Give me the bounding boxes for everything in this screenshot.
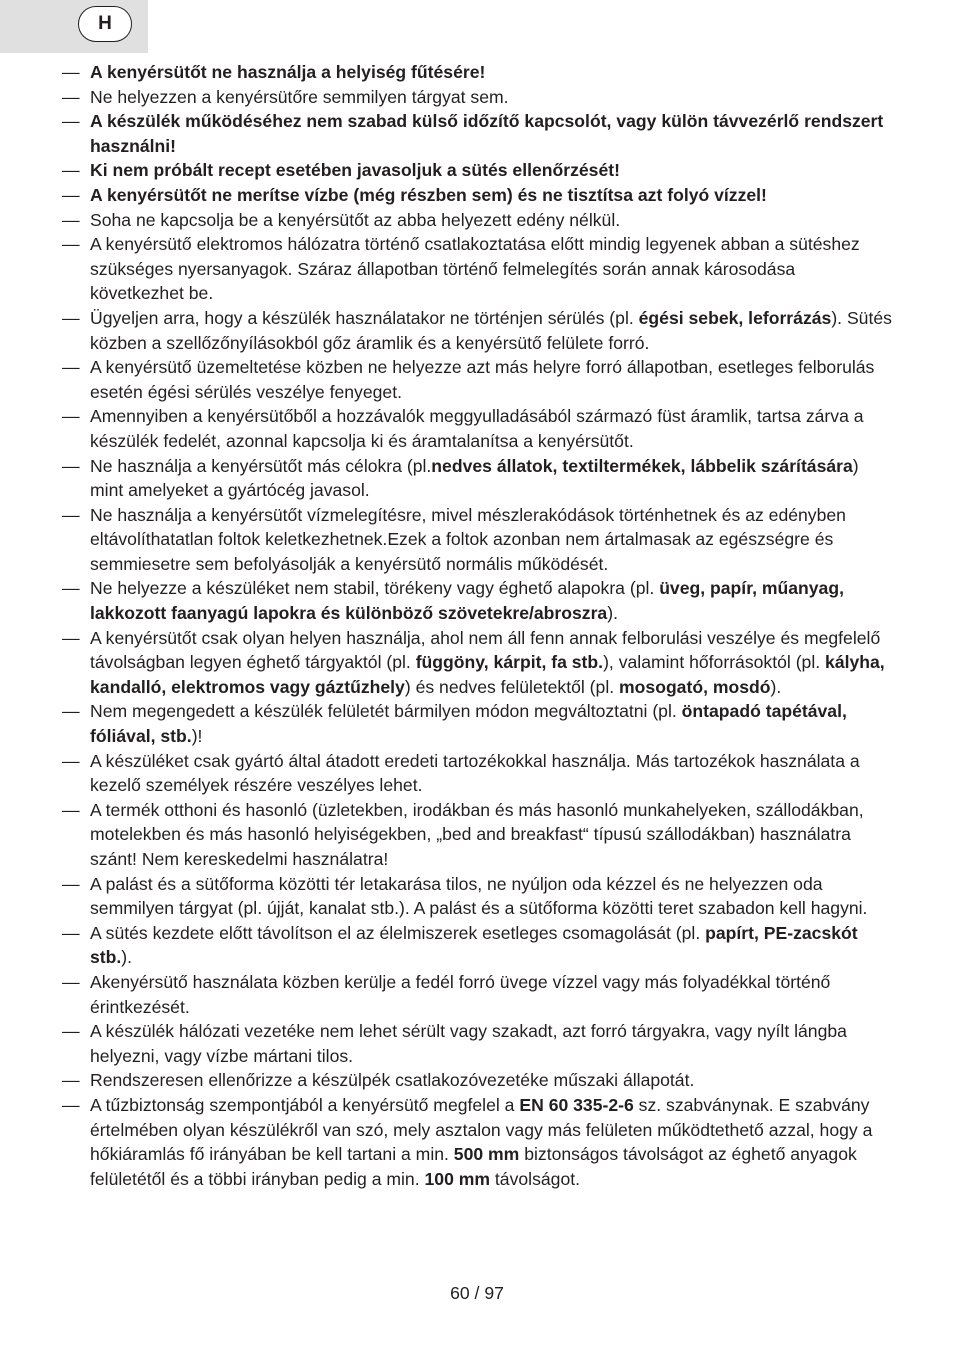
item-text-bold: 500 mm bbox=[453, 1144, 520, 1165]
item-text: A tűzbiztonság szempontjából a kenyérsütő megfelel a bbox=[90, 1094, 520, 1115]
item-text: A palást és a sütőforma közötti tér letakarása tilos, ne nyúljon oda kézzel és ne helyezzen oda semmilyen tárgyat (pl. újját, kanalat stb.). A palást és a sütőforma közötti teret szabadon kell hagyni. bbox=[90, 873, 868, 919]
item-dash: — bbox=[62, 750, 80, 771]
item-dash: — bbox=[62, 455, 80, 476]
instruction-item bbox=[62, 576, 892, 625]
instruction-item bbox=[62, 699, 892, 748]
instruction-item bbox=[62, 232, 892, 306]
item-text: ). bbox=[770, 676, 782, 697]
item-text: A sütés kezdete előtt távolítson el az élelmiszerek esetleges csomagolását (pl. bbox=[90, 922, 706, 943]
instruction-item bbox=[62, 158, 892, 183]
item-dash: — bbox=[62, 406, 80, 427]
instruction-item bbox=[62, 749, 892, 798]
item-text: ). bbox=[607, 603, 618, 624]
item-text-bold: A kenyérsütőt ne használja a helyiség fűtésére! bbox=[90, 62, 486, 82]
item-dash: — bbox=[62, 160, 80, 181]
item-dash: — bbox=[62, 627, 80, 648]
instruction-item bbox=[62, 404, 892, 453]
item-dash: — bbox=[62, 209, 80, 230]
instruction-item bbox=[62, 454, 892, 503]
instruction-item bbox=[62, 183, 892, 208]
item-text-bold: mosogató, mosdó bbox=[619, 676, 771, 697]
item-text: Ne helyezze a készüléket nem stabil, törékeny vagy éghető alapokra (pl. bbox=[90, 578, 660, 599]
item-text: Nem megengedett a készülék felületét bármilyen módon megváltoztatni (pl. bbox=[90, 701, 682, 722]
instruction-item bbox=[62, 1068, 892, 1093]
instruction-item bbox=[62, 872, 892, 921]
item-text: A kenyérsütő üzemeltetése közben ne helyezze azt más helyre forró állapotban, esetleges felborulás esetén égési sérülés veszélye fenyeget. bbox=[90, 357, 875, 402]
item-text-bold: égési sebek, leforrázás bbox=[638, 307, 832, 328]
item-dash: — bbox=[62, 111, 80, 132]
instruction-item bbox=[62, 306, 892, 355]
item-dash: — bbox=[62, 504, 80, 525]
instruction-item bbox=[62, 208, 892, 233]
item-text: sz. szabványnak. E szabvány értelmében olyan készülékről van szó, mely asztalon vagy más felületen működtethető azzal, hogy a hőkiáramlás fő irányában be kell tartani a min. bbox=[90, 1094, 873, 1165]
instruction-item bbox=[62, 60, 892, 85]
item-text: távolságot. bbox=[490, 1168, 581, 1189]
item-text: Ne használja a kenyérsütőt más célokra (pl. bbox=[90, 455, 432, 476]
item-dash: — bbox=[62, 922, 80, 943]
item-text: ) és nedves felületektől (pl. bbox=[404, 676, 620, 697]
item-text: ). bbox=[121, 947, 133, 968]
item-text: ), valamint hőforrásoktól (pl. bbox=[603, 652, 826, 673]
item-dash: — bbox=[62, 1070, 80, 1091]
item-text: Akenyérsütő használata közben kerülje a fedél forró üvege vízzel vagy más folyadékkal történő érintkezését. bbox=[90, 971, 831, 1017]
item-text: Rendszeresen ellenőrizze a készülpék csatlakozóvezetéke műszaki állapotát. bbox=[90, 1070, 695, 1091]
instruction-item bbox=[62, 970, 892, 1019]
item-text-bold: Ki nem próbált recept esetében javasoljuk a sütés ellenőrzését! bbox=[90, 160, 620, 181]
item-text: A kenyérsütőt csak olyan helyen használja, ahol nem áll fenn annak felborulási veszélye és megfelelő távolságban legyen éghető tárgyaktól (pl. bbox=[90, 627, 881, 673]
instruction-item bbox=[62, 1019, 892, 1068]
item-text-bold: üveg, papír, műanyag, lakkozott faanyagú lapokra és különböző szövetekre/abroszra bbox=[90, 578, 844, 624]
item-text-bold: A készülék működéséhez nem szabad külső időzítő kapcsolót, vagy külön távvezérlő rendszert használni! bbox=[90, 111, 884, 156]
item-dash: — bbox=[62, 1094, 80, 1115]
item-text: Amennyiben a kenyérsütőből a hozzávalók meggyulladásából származó füst áramlik, tartsa zárva a készülék fedelét, azonnal kapcsolja ki és áramtalanítsa a kenyérsütőt. bbox=[90, 406, 864, 451]
item-text: Ügyeljen arra, hogy a készülék használatakor ne történjen sérülés (pl. bbox=[90, 307, 639, 328]
item-text-bold: függöny, kárpit, fa stb. bbox=[415, 652, 604, 673]
item-dash: — bbox=[62, 701, 80, 722]
item-text-bold: nedves állatok, textiltermékek, lábbelik szárítására bbox=[431, 455, 853, 476]
item-text-bold: A kenyérsütőt ne merítse vízbe (még részben sem) és ne tisztítsa azt folyó vízzel! bbox=[90, 184, 767, 205]
item-dash: — bbox=[62, 234, 80, 255]
instruction-item bbox=[62, 921, 892, 970]
item-dash: — bbox=[62, 184, 80, 205]
item-dash: — bbox=[62, 578, 80, 599]
item-text: biztonságos távolságot az éghető anyagok felületétől és a többi irányban pedig a min. bbox=[90, 1144, 857, 1189]
item-dash: — bbox=[62, 307, 80, 328]
item-dash: — bbox=[62, 873, 80, 894]
item-dash: — bbox=[62, 1021, 80, 1042]
instruction-item bbox=[62, 85, 892, 110]
item-dash: — bbox=[62, 357, 80, 378]
language-tab bbox=[0, 0, 148, 53]
instruction-item bbox=[62, 355, 892, 404]
item-dash: — bbox=[62, 971, 80, 992]
item-text-bold: öntapadó tapétával, fóliával, stb. bbox=[90, 701, 847, 747]
safety-instructions-list bbox=[62, 60, 892, 1191]
instruction-item bbox=[62, 626, 892, 700]
item-text: A készüléket csak gyártó által átadott eredeti tartozékokkal használja. Más tartozékok használata a kezelő személyek részére veszélyes lehet. bbox=[90, 750, 860, 796]
language-badge: H bbox=[78, 6, 132, 42]
instruction-item bbox=[62, 798, 892, 872]
item-text-bold: papírt, PE-zacskót stb. bbox=[90, 922, 858, 968]
item-dash: — bbox=[62, 86, 80, 107]
item-text-bold: 100 mm bbox=[424, 1168, 491, 1189]
instruction-item bbox=[62, 503, 892, 577]
item-text: A termék otthoni és hasonló (üzletekben, irodákban és más hasonló munkahelyeken, szállodákban, motelekben és más hasonló helyiségekben, „bed and breakfast“ típusú szállodákban) használatra szánt! Nem kereskedelmi használatra! bbox=[90, 799, 864, 869]
item-text: )! bbox=[191, 726, 203, 747]
item-dash: — bbox=[62, 799, 80, 820]
item-text: Ne helyezzen a kenyérsütőre semmilyen tárgyat sem. bbox=[90, 86, 509, 107]
item-text: ). Sütés közben a szellőzőnyílásokból gőz áramlik és a kenyérsütő felülete forró. bbox=[90, 307, 892, 353]
item-text: Ne használja a kenyérsütőt vízmelegítésre, mivel mészlerakódások történhetnek és az edényben eltávolíthatatlan foltok keletkezhetnek.Ezek a foltok azonban nem ártalmasak az egészségre és semmiesetre sem befolyásolják a kenyérsütő normális működését. bbox=[90, 504, 846, 574]
page-number: 60 / 97 bbox=[450, 1283, 504, 1303]
item-text: ) mint amelyeket a gyártócég javasol. bbox=[90, 455, 859, 501]
item-text-bold: EN 60 335-2-6 bbox=[519, 1094, 634, 1115]
item-text: Soha ne kapcsolja be a kenyérsütőt az abba helyezett edény nélkül. bbox=[90, 209, 621, 230]
item-text-bold: kályha, kandalló, elektromos vagy gáztűzhely bbox=[90, 652, 885, 697]
item-text: A kenyérsütő elektromos hálózatra történő csatlakoztatása előtt mindig legyenek abban a sütéshez szükséges nyersanyagok. Száraz állapotban történő felmelegítés során annak károsodása következhet be. bbox=[90, 234, 860, 304]
instruction-item bbox=[62, 109, 892, 158]
item-text: A készülék hálózati vezetéke nem lehet sérült vagy szakadt, azt forró tárgyakra, vagy nyílt lángba helyezni, vagy vízbe mártani tilos. bbox=[90, 1021, 847, 1066]
instruction-item bbox=[62, 1093, 892, 1191]
item-dash: — bbox=[62, 62, 80, 82]
